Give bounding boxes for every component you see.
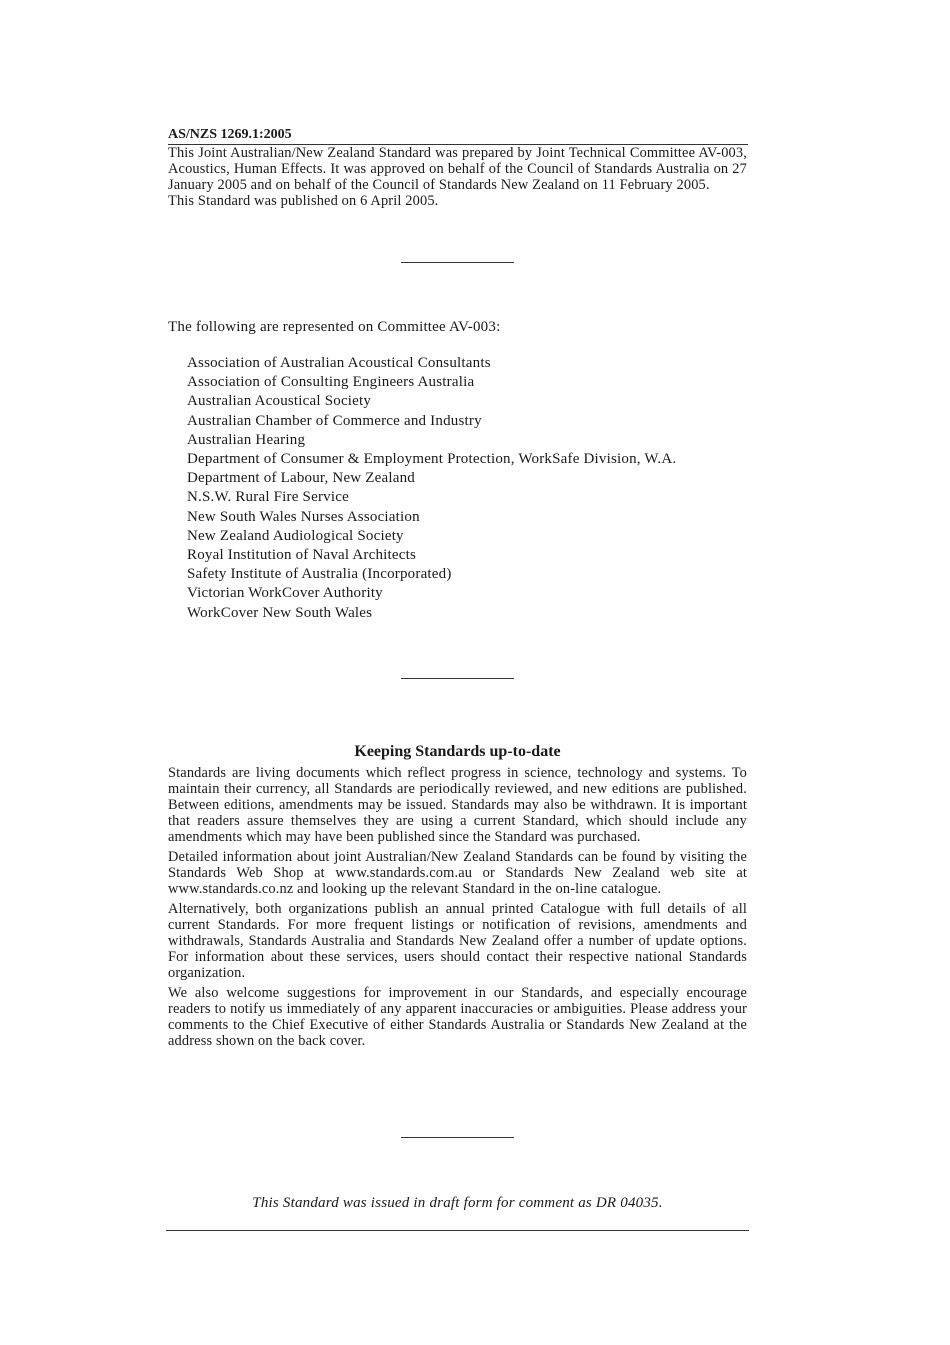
committee-member: Australian Acoustical Society (187, 393, 372, 410)
keeping-standards-body (168, 765, 747, 1053)
body-paragraph: Standards are living documents which reflect progress in science, technology and systems. To maintain their currency, all Standards are periodically reviewed, and new editions are published. Between editions, amendments may be issued. Standards may also be withdrawn. It is important that readers assure themselves they are using a current Standard, which should include any amendments which may have been published since the Standard was purchased. (168, 765, 747, 845)
committee-intro: The following are represented on Committee AV-003: (168, 319, 501, 335)
body-paragraph: Detailed information about joint Australian/New Zealand Standards can be found by visiting the Standards Web Shop at www.standards.com.au or Standards New Zealand web site at www.standards.co.nz and looking up the relevant Standard in the on-line catalogue. (168, 849, 747, 897)
preparation-paragraph: This Joint Australian/New Zealand Standard was prepared by Joint Technical Committee AV-003, Acoustics, Human Effects. It was approved on behalf of the Council of Standards Australia on 27 January 2005 and on behalf of the Council of Standards New Zealand on 11 February 2005. (168, 145, 747, 193)
committee-member-list (187, 354, 676, 623)
section-divider (401, 678, 514, 679)
section-divider (401, 262, 514, 263)
committee-member: Victorian WorkCover Authority (187, 585, 383, 602)
committee-member: New South Wales Nurses Association (187, 508, 420, 525)
publication-date-line: This Standard was published on 6 April 2005. (168, 193, 439, 209)
committee-member: Safety Institute of Australia (Incorporated) (187, 566, 452, 583)
committee-member: N.S.W. Rural Fire Service (187, 489, 349, 506)
committee-member: WorkCover New South Wales (187, 604, 373, 621)
body-paragraph: Alternatively, both organizations publish an annual printed Catalogue with full details of all current Standards. For more frequent listings or notification of revisions, amendments and withdrawals, Standards Australia and Standards New Zealand offer a number of update options. For information about these services, users should contact their respective national Standards organization. (168, 901, 747, 981)
standard-number: AS/NZS 1269.1:2005 (168, 127, 748, 145)
section-divider (401, 1137, 514, 1138)
committee-member: Department of Labour, New Zealand (187, 470, 415, 487)
body-paragraph: We also welcome suggestions for improvement in our Standards, and especially encourage readers to notify us immediately of any apparent inaccuracies or ambiguities. Please address your comments to the Chief Executive of either Standards Australia or Standards New Zealand at the address shown on the back cover. (168, 985, 747, 1049)
preparation-block (168, 145, 747, 209)
committee-member: New Zealand Audiological Society (187, 527, 404, 544)
committee-member: Royal Institution of Naval Architects (187, 547, 417, 564)
committee-member: Australian Chamber of Commerce and Industry (187, 412, 482, 429)
bottom-rule (166, 1230, 749, 1231)
committee-member: Australian Hearing (187, 431, 306, 448)
committee-member: Association of Australian Acoustical Consultants (187, 355, 491, 371)
committee-member: Department of Consumer & Employment Protection, WorkSafe Division, W.A. (187, 451, 677, 468)
committee-member: Association of Consulting Engineers Australia (187, 374, 475, 391)
draft-note: This Standard was issued in draft form for comment as DR 04035. (252, 1195, 663, 1211)
keeping-standards-heading: Keeping Standards up-to-date (354, 743, 561, 760)
